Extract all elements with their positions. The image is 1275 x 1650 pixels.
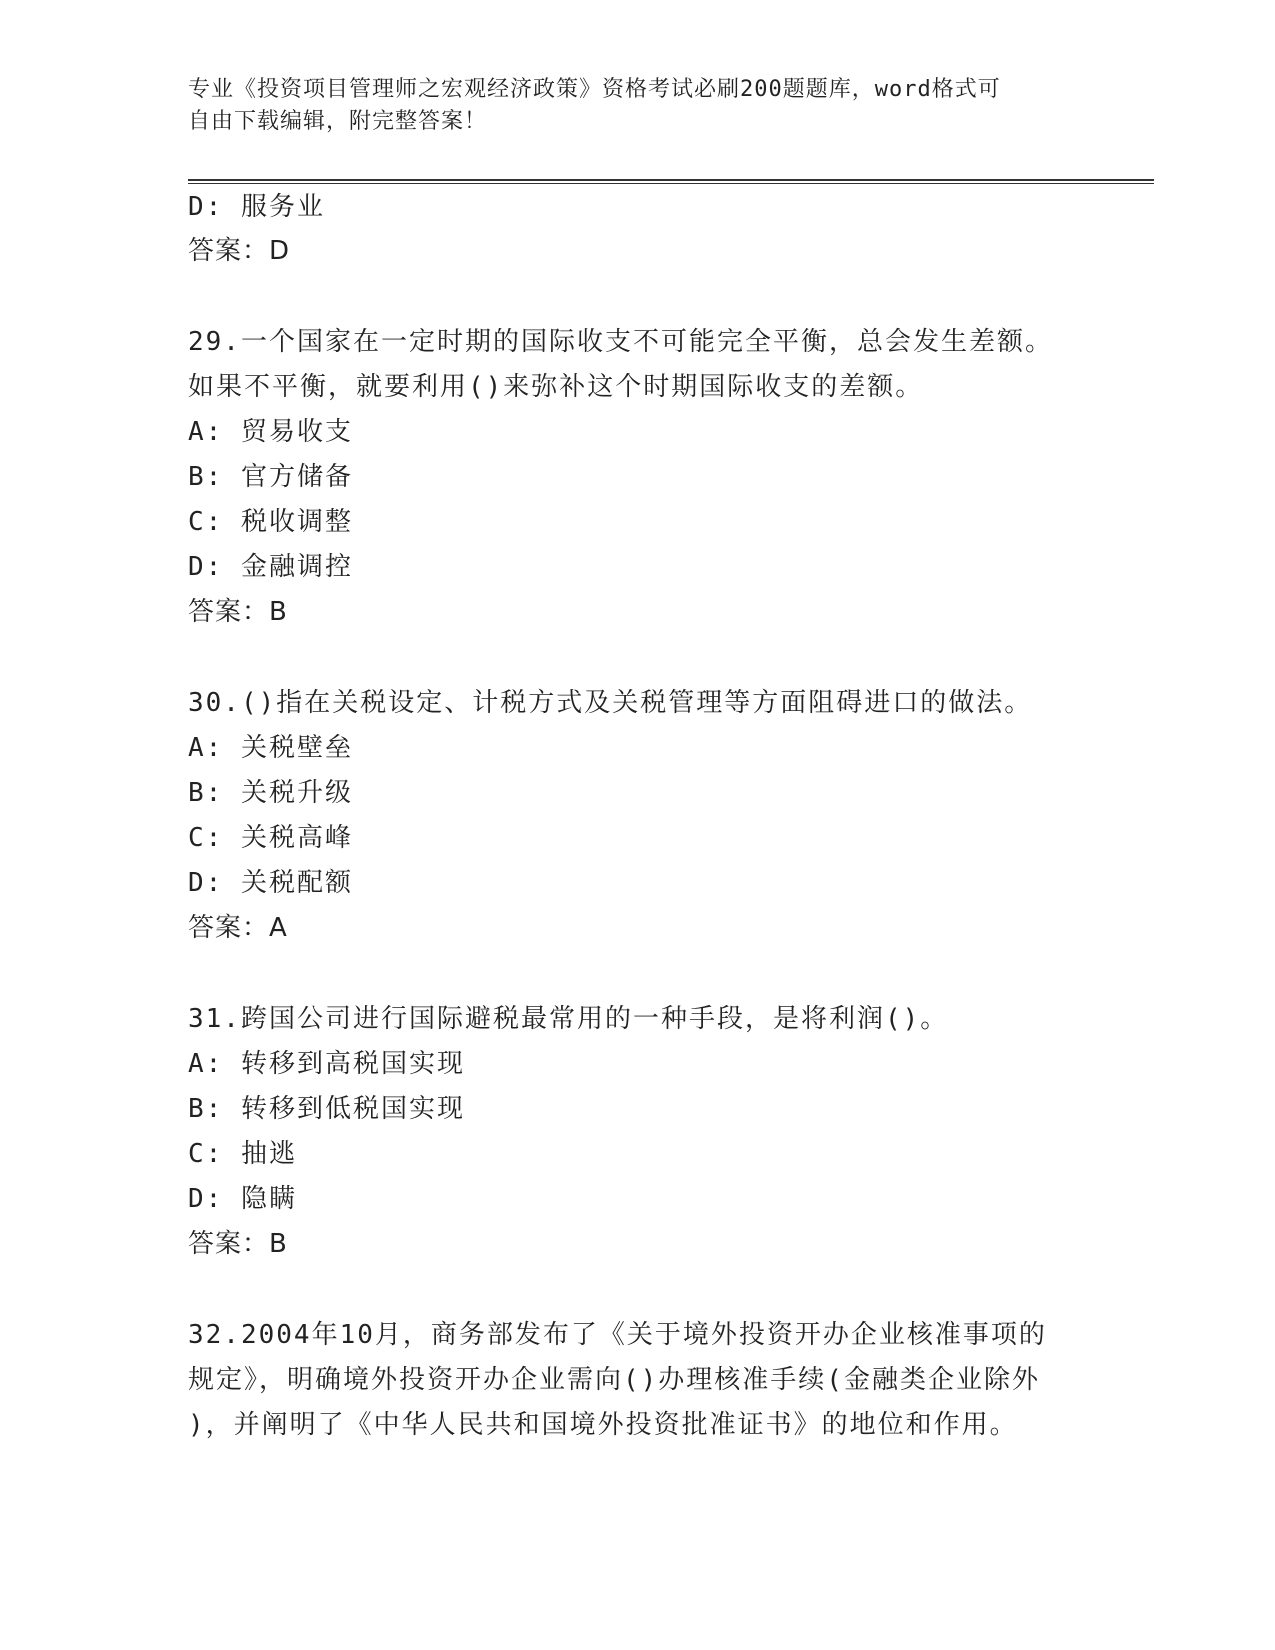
header-line-1: 专业《投资项目管理师之宏观经济政策》资格考试必刷200题题库，word格式可	[188, 77, 1001, 102]
q32-stem-line-1: 32.2004年10月，商务部发布了《关于境外投资开办企业核准事项的	[188, 1320, 1047, 1350]
q29-answer: 答案：B	[188, 597, 288, 627]
q29-option-b: B: 官方储备	[188, 462, 353, 492]
q29-option-a: A: 贸易收支	[188, 417, 353, 447]
q29-option-d: D: 金融调控	[188, 552, 353, 582]
q30-option-c: C: 关税高峰	[188, 823, 353, 853]
q31-answer: 答案：B	[188, 1229, 288, 1259]
q30-option-b: B: 关税升级	[188, 778, 353, 808]
header-line-2: 自由下载编辑，附完整答案！	[188, 109, 488, 134]
page-header	[188, 74, 1068, 138]
q31-option-d: D: 隐瞒	[188, 1184, 297, 1214]
q30-answer: 答案：A	[188, 913, 288, 943]
q31-option-b: B: 转移到低税国实现	[188, 1094, 465, 1124]
q29-stem-line-1: 29.一个国家在一定时期的国际收支不可能完全平衡，总会发生差额。	[188, 327, 1053, 357]
header-divider	[188, 179, 1154, 184]
q31-option-a: A: 转移到高税国实现	[188, 1049, 465, 1079]
q29-stem-line-2: 如果不平衡，就要利用()来弥补这个时期国际收支的差额。	[188, 372, 924, 402]
q30-option-d: D: 关税配额	[188, 868, 353, 898]
q31-option-c: C: 抽逃	[188, 1139, 297, 1169]
prev-option-d: D: 服务业	[188, 192, 325, 222]
q30-stem-line-1: 30.()指在关税设定、计税方式及关税管理等方面阻碍进口的做法。	[188, 688, 1033, 718]
q32-stem-line-2: 规定》，明确境外投资开办企业需向()办理核准手续(金融类企业除外	[188, 1365, 1040, 1395]
q31-stem-line-1: 31.跨国公司进行国际避税最常用的一种手段，是将利润()。	[188, 1004, 949, 1034]
prev-answer: 答案：D	[188, 236, 291, 266]
q30-option-a: A: 关税壁垒	[188, 733, 353, 763]
q29-option-c: C: 税收调整	[188, 507, 353, 537]
q32-stem-line-3: )，并阐明了《中华人民共和国境外投资批准证书》的地位和作用。	[188, 1410, 1018, 1440]
